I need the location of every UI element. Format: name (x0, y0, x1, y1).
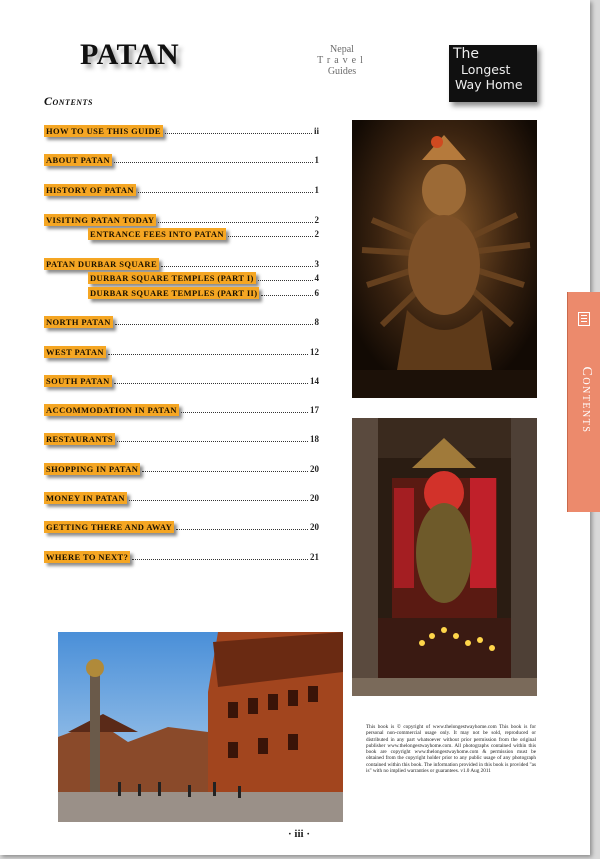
toc-entry-label[interactable]: ACCOMMODATION IN PATAN (46, 405, 177, 415)
toc-leader (228, 236, 313, 237)
contents-side-tab[interactable] (567, 292, 600, 512)
page-title: PATAN (80, 38, 180, 71)
toc-entry[interactable] (44, 315, 319, 328)
toc-page-number: 2 (314, 215, 319, 225)
toc-entry[interactable] (44, 550, 319, 563)
toc-page-number: 17 (310, 405, 319, 415)
document-icon (578, 312, 590, 326)
toc-leader (165, 133, 312, 134)
toc-leader (142, 471, 308, 472)
series-line-2: Travel (317, 55, 367, 66)
toc-entry-label[interactable]: HOW TO USE THIS GUIDE (46, 126, 162, 136)
toc-entry-label[interactable]: DURBAR SQUARE TEMPLES (PART I) (90, 273, 254, 283)
toc-entry-label[interactable]: MONEY IN PATAN (46, 493, 125, 503)
contents-heading: Contents (44, 94, 93, 108)
toc-leader (129, 500, 308, 501)
toc-entry-label[interactable]: PATAN DURBAR SQUARE (46, 259, 158, 269)
toc-entry[interactable] (44, 183, 319, 196)
copyright-notice: This book is © copyright of www.thelongestwayhome.com This book is for personal non-commercial usage only. It may not be sold, reproduced or distributed in any part whatsoever without prior permission from the original publisher www.thelongestwayhome.com. All photographs contained within this book are copyright www.thelongestwayhome.com & permission must be obtained from the copyright holder prior to any public usage of any photograph contained within this book. The information provided in this book is provided "as is" with no implied warranties or guarantees. v1.0 Aug 2011 (366, 724, 536, 775)
toc-entry[interactable] (44, 403, 319, 416)
series-line-3: Guides (327, 66, 357, 77)
toc-page-number: 1 (314, 155, 319, 165)
toc-leader (114, 383, 308, 384)
toc-entry[interactable] (44, 432, 319, 445)
toc-leader (138, 192, 313, 193)
toc-leader (115, 324, 313, 325)
toc-entry[interactable] (44, 124, 319, 137)
toc-entry-label[interactable]: WHERE TO NEXT? (46, 552, 129, 562)
toc-page-number: ii (313, 126, 319, 136)
toc-leader (158, 222, 312, 223)
toc-entry[interactable] (44, 345, 319, 358)
toc-entry[interactable] (44, 374, 319, 387)
brand-logo (449, 45, 537, 102)
toc-entry-label[interactable]: HISTORY OF PATAN (46, 185, 134, 195)
toc-entry[interactable] (88, 271, 319, 284)
toc-entry[interactable] (44, 153, 319, 166)
toc-page-number: 3 (314, 259, 319, 269)
toc-leader (261, 295, 312, 296)
toc-leader (117, 441, 308, 442)
page-number: · iii · (288, 828, 311, 840)
toc-page-number: 8 (314, 317, 319, 327)
toc-entry-label[interactable]: NORTH PATAN (46, 317, 111, 327)
toc-entry-label[interactable]: ABOUT PATAN (46, 155, 110, 165)
toc-entry-label[interactable]: WEST PATAN (46, 347, 104, 357)
toc-page-number: 18 (310, 434, 319, 444)
toc-entry[interactable] (44, 462, 319, 475)
toc-entry[interactable] (88, 286, 319, 299)
toc-page-number: 12 (310, 347, 319, 357)
toc-page-number: 21 (310, 552, 319, 562)
toc-page-number: 1 (314, 185, 319, 195)
series-label (302, 44, 382, 77)
toc-entry-label[interactable]: GETTING THERE AND AWAY (46, 522, 173, 532)
toc-leader (258, 280, 313, 281)
toc-page-number: 4 (314, 273, 319, 283)
toc-entry-label[interactable]: RESTAURANTS (46, 434, 114, 444)
series-line-1: Nepal (330, 44, 354, 55)
photo-temple-shrine (352, 418, 537, 696)
photo-deity-statue (352, 120, 537, 398)
toc-leader (108, 354, 308, 355)
toc-entry-label[interactable]: DURBAR SQUARE TEMPLES (PART II) (90, 288, 258, 298)
toc-leader (181, 412, 308, 413)
toc-page-number: 20 (310, 493, 319, 503)
toc-entry[interactable] (44, 520, 319, 533)
toc-page-number: 2 (314, 229, 319, 239)
toc-leader (161, 266, 312, 267)
logo-line-3: Way Home (455, 77, 523, 92)
toc-entry[interactable] (44, 491, 319, 504)
toc-entry-label[interactable]: ENTRANCE FEES INTO PATAN (90, 229, 224, 239)
toc-entry[interactable] (44, 213, 319, 226)
toc-page-number: 20 (310, 464, 319, 474)
toc-entry[interactable] (88, 227, 319, 240)
toc-page-number: 20 (310, 522, 319, 532)
toc-entry-label[interactable]: VISITING PATAN TODAY (46, 215, 155, 225)
toc-leader (114, 162, 313, 163)
logo-line-2: Longest (461, 62, 511, 77)
toc-leader (176, 529, 308, 530)
photo-durbar-square (58, 632, 343, 822)
toc-entry[interactable] (44, 257, 319, 270)
toc-entry-label[interactable]: SHOPPING IN PATAN (46, 464, 139, 474)
toc-leader (132, 559, 308, 560)
toc-entry-label[interactable]: SOUTH PATAN (46, 376, 110, 386)
logo-line-1: The (453, 46, 480, 62)
side-tab-label: Contents (579, 366, 594, 434)
toc-page-number: 14 (310, 376, 319, 386)
toc-page-number: 6 (314, 288, 319, 298)
